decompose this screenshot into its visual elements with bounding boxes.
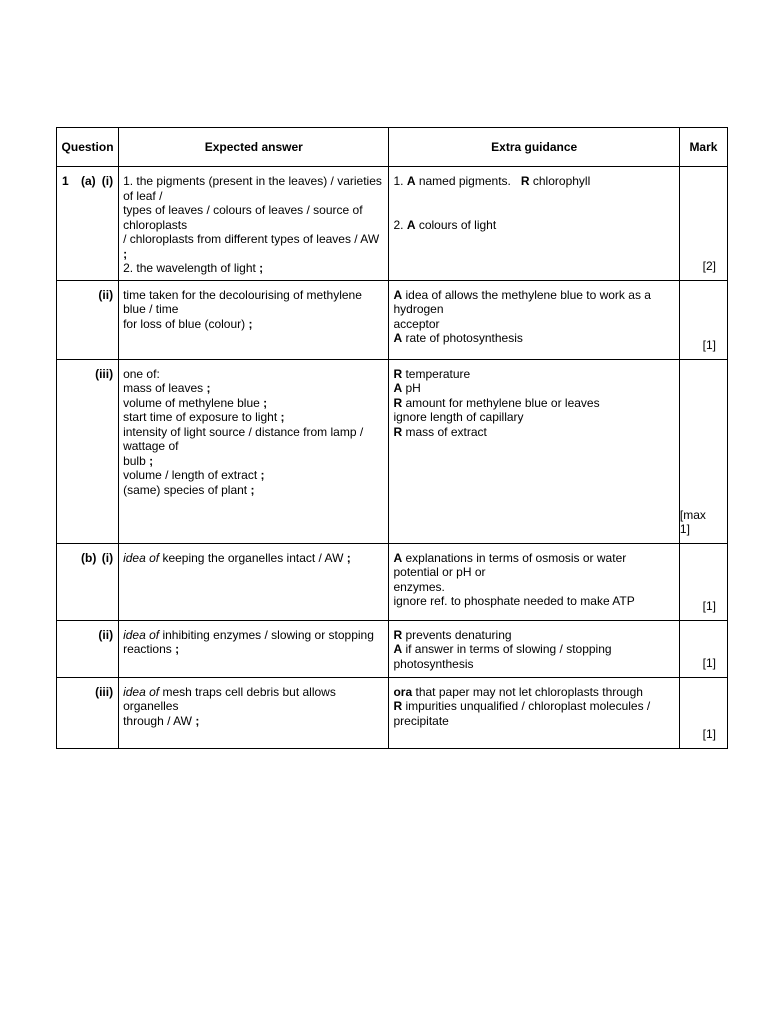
text-run: ; bbox=[206, 381, 211, 395]
text-run: R bbox=[393, 366, 403, 381]
extra-guidance-text bbox=[389, 281, 678, 350]
guidance-line bbox=[393, 288, 674, 317]
text-run: intensity of light source / distance from lamp / wattage of bbox=[123, 424, 367, 453]
mark-value: [1] bbox=[702, 727, 716, 741]
extra-guidance-text bbox=[389, 544, 678, 613]
answer-line bbox=[123, 642, 384, 657]
question-number: 1 bbox=[62, 174, 69, 188]
text-run: mass of extract bbox=[402, 424, 487, 439]
mark-cell bbox=[679, 677, 727, 748]
expected-answer-cell bbox=[119, 280, 389, 359]
question-label bbox=[57, 167, 118, 263]
question-label bbox=[57, 621, 118, 677]
text-run: ora bbox=[393, 684, 413, 699]
extra-guidance-text bbox=[389, 167, 678, 236]
guidance-line bbox=[393, 425, 674, 440]
text-run: R bbox=[393, 627, 403, 642]
table-row bbox=[57, 167, 728, 281]
header-expected-answer: Expected answer bbox=[119, 128, 389, 167]
answer-line bbox=[123, 714, 384, 729]
extra-guidance-cell bbox=[389, 543, 679, 620]
question-cell bbox=[57, 167, 119, 281]
text-run: R bbox=[520, 174, 530, 188]
answer-line bbox=[123, 288, 384, 317]
text-run: ; bbox=[175, 642, 180, 656]
mark-cell bbox=[679, 543, 727, 620]
expected-answer-text bbox=[119, 544, 388, 570]
mark-value: [max 1] bbox=[679, 507, 706, 536]
mark-value: [1] bbox=[702, 656, 716, 670]
text-run: acceptor bbox=[393, 316, 440, 331]
text-run: (same) species of plant bbox=[123, 482, 251, 497]
mark-cell bbox=[679, 280, 727, 359]
answer-line bbox=[123, 203, 384, 232]
answer-line bbox=[123, 367, 384, 382]
text-run: A bbox=[406, 174, 416, 188]
text-run: ; bbox=[250, 482, 255, 497]
answer-line bbox=[123, 454, 384, 469]
text-run: ignore ref. to phosphate needed to make ATP bbox=[393, 594, 635, 608]
question-subpart: (ii) bbox=[98, 287, 114, 302]
question-cell bbox=[57, 620, 119, 677]
line-gap bbox=[393, 189, 674, 218]
text-run: A bbox=[406, 217, 416, 232]
text-run: named pigments. bbox=[415, 174, 521, 188]
text-run: that paper may not let chloroplasts through bbox=[412, 684, 643, 699]
expected-answer-cell bbox=[119, 543, 389, 620]
text-run: ; bbox=[260, 468, 265, 482]
text-run: / chloroplasts from different types of leaves / AW bbox=[123, 232, 383, 246]
text-run: A bbox=[393, 642, 403, 656]
text-run: inhibiting enzymes / slowing or stopping bbox=[159, 627, 374, 642]
table-row bbox=[57, 359, 728, 543]
text-run: ; bbox=[149, 453, 154, 468]
question-part: (b) bbox=[81, 550, 97, 565]
extra-guidance-cell bbox=[389, 167, 679, 281]
text-run: A bbox=[393, 381, 403, 395]
extra-guidance-cell bbox=[389, 677, 679, 748]
text-run: amount for methylene blue or leaves bbox=[402, 395, 600, 410]
header-mark: Mark bbox=[679, 128, 727, 167]
text-run: mass of leaves bbox=[123, 381, 207, 395]
text-run: ; bbox=[259, 261, 264, 275]
guidance-line bbox=[393, 628, 674, 643]
question-part: (a) bbox=[81, 174, 96, 188]
text-run: start time of exposure to light bbox=[123, 410, 281, 424]
answer-line bbox=[123, 628, 384, 643]
mark-scheme-table bbox=[56, 127, 728, 749]
expected-answer-text bbox=[119, 678, 388, 733]
text-run: ; bbox=[346, 550, 351, 565]
mark-value: [1] bbox=[702, 599, 716, 613]
expected-answer-text bbox=[119, 281, 388, 336]
answer-line bbox=[123, 483, 384, 498]
text-run: idea of bbox=[123, 627, 160, 642]
text-run: ; bbox=[263, 395, 268, 410]
question-subpart: (iii) bbox=[95, 684, 114, 699]
text-run: enzymes. bbox=[393, 579, 445, 594]
text-run: bulb bbox=[123, 453, 150, 468]
expected-answer-text bbox=[119, 167, 388, 280]
question-label bbox=[57, 544, 118, 620]
guidance-line bbox=[393, 396, 674, 411]
guidance-line bbox=[393, 410, 674, 425]
mark-value: [2] bbox=[702, 259, 716, 273]
text-run: volume / length of extract bbox=[123, 468, 261, 482]
guidance-line bbox=[393, 551, 674, 580]
text-run: ; bbox=[123, 246, 128, 261]
answer-line bbox=[123, 261, 384, 276]
extra-guidance-cell bbox=[389, 620, 679, 677]
text-run: ; bbox=[248, 316, 253, 331]
answer-line bbox=[123, 232, 384, 261]
text-run: idea of allows the methylene blue to work as a hydrogen bbox=[393, 287, 655, 316]
question-subpart: (ii) bbox=[98, 627, 114, 642]
guidance-line bbox=[393, 594, 674, 609]
text-run: for loss of blue (colour) bbox=[123, 316, 249, 331]
answer-line bbox=[123, 396, 384, 411]
table-row bbox=[57, 280, 728, 359]
table-header-row bbox=[57, 128, 728, 167]
answer-line bbox=[123, 317, 384, 332]
text-run: R bbox=[393, 424, 403, 439]
extra-guidance-cell bbox=[389, 359, 679, 543]
guidance-line bbox=[393, 699, 674, 728]
text-run: impurities unqualified / chloroplast molecules / precipitate bbox=[393, 699, 654, 728]
guidance-line bbox=[393, 317, 674, 332]
mark-scheme-body bbox=[57, 167, 728, 749]
table-row bbox=[57, 543, 728, 620]
question-cell bbox=[57, 677, 119, 748]
text-run: reactions bbox=[123, 642, 176, 656]
text-run: A bbox=[393, 287, 403, 302]
question-cell bbox=[57, 359, 119, 543]
text-run: explanations in terms of osmosis or water potential or pH or bbox=[393, 550, 630, 579]
mark-cell bbox=[679, 620, 727, 677]
question-subpart: (iii) bbox=[95, 366, 114, 381]
question-cell bbox=[57, 280, 119, 359]
extra-guidance-text bbox=[389, 678, 678, 733]
extra-guidance-text bbox=[389, 621, 678, 676]
mark-cell bbox=[679, 359, 727, 543]
text-run: 2. bbox=[393, 217, 407, 232]
text-run: R bbox=[393, 395, 403, 410]
text-run: R bbox=[393, 699, 403, 713]
question-subpart: (i) bbox=[101, 550, 114, 565]
extra-guidance-cell bbox=[389, 280, 679, 359]
guidance-line bbox=[393, 642, 674, 671]
table-row bbox=[57, 677, 728, 748]
text-run: A bbox=[393, 331, 403, 345]
expected-answer-cell bbox=[119, 359, 389, 543]
text-run: keeping the organelles intact / AW bbox=[159, 550, 347, 565]
answer-line bbox=[123, 381, 384, 396]
question-cell bbox=[57, 543, 119, 620]
guidance-line bbox=[393, 381, 674, 396]
question-label bbox=[57, 360, 118, 543]
text-run: idea of bbox=[123, 550, 160, 565]
text-run: mesh traps cell debris but allows organelles bbox=[123, 684, 340, 713]
guidance-line bbox=[393, 685, 674, 700]
guidance-line bbox=[393, 331, 674, 346]
text-run: volume of methylene blue bbox=[123, 395, 264, 410]
answer-line bbox=[123, 174, 384, 203]
text-run: ; bbox=[195, 713, 200, 728]
header-question: Question bbox=[57, 128, 119, 167]
text-run: prevents denaturing bbox=[402, 627, 512, 642]
text-run: A bbox=[393, 550, 403, 565]
text-run: through / AW bbox=[123, 713, 196, 728]
text-run: pH bbox=[402, 381, 421, 395]
mark-value: [1] bbox=[702, 338, 716, 352]
answer-line bbox=[123, 425, 384, 454]
table-row bbox=[57, 620, 728, 677]
answer-line bbox=[123, 685, 384, 714]
text-run: idea of bbox=[123, 684, 160, 699]
expected-answer-cell bbox=[119, 677, 389, 748]
text-run: chlorophyll bbox=[529, 174, 591, 188]
text-run: if answer in terms of slowing / stopping photosynthesis bbox=[393, 642, 615, 671]
guidance-line bbox=[393, 174, 674, 189]
text-run: ignore length of capillary bbox=[393, 410, 524, 424]
expected-answer-cell bbox=[119, 167, 389, 281]
question-label bbox=[57, 281, 118, 359]
text-run: types of leaves / colours of leaves / source of chloroplasts bbox=[123, 203, 366, 232]
answer-line bbox=[123, 468, 384, 483]
text-run: ; bbox=[280, 410, 285, 424]
text-run: temperature bbox=[402, 366, 471, 381]
answer-line bbox=[123, 551, 384, 566]
text-run: 1. bbox=[393, 174, 407, 188]
text-run: 2. the wavelength of light bbox=[123, 261, 260, 275]
answer-line bbox=[123, 410, 384, 425]
header-extra-guidance: Extra guidance bbox=[389, 128, 679, 167]
text-run: 1. the pigments (present in the leaves) / varieties of leaf / bbox=[123, 174, 386, 203]
guidance-line bbox=[393, 367, 674, 382]
text-run: one of: bbox=[123, 366, 160, 381]
text-run: colours of light bbox=[415, 217, 497, 232]
expected-answer-text bbox=[119, 621, 388, 661]
guidance-line bbox=[393, 580, 674, 595]
question-label bbox=[57, 678, 118, 748]
expected-answer-cell bbox=[119, 620, 389, 677]
text-run: time taken for the decolourising of methylene blue / time bbox=[123, 287, 366, 316]
expected-answer-text bbox=[119, 360, 388, 502]
mark-cell bbox=[679, 167, 727, 281]
text-run: rate of photosynthesis bbox=[402, 331, 523, 345]
guidance-line bbox=[393, 218, 674, 233]
question-subpart: (i) bbox=[101, 174, 114, 188]
extra-guidance-text bbox=[389, 360, 678, 444]
